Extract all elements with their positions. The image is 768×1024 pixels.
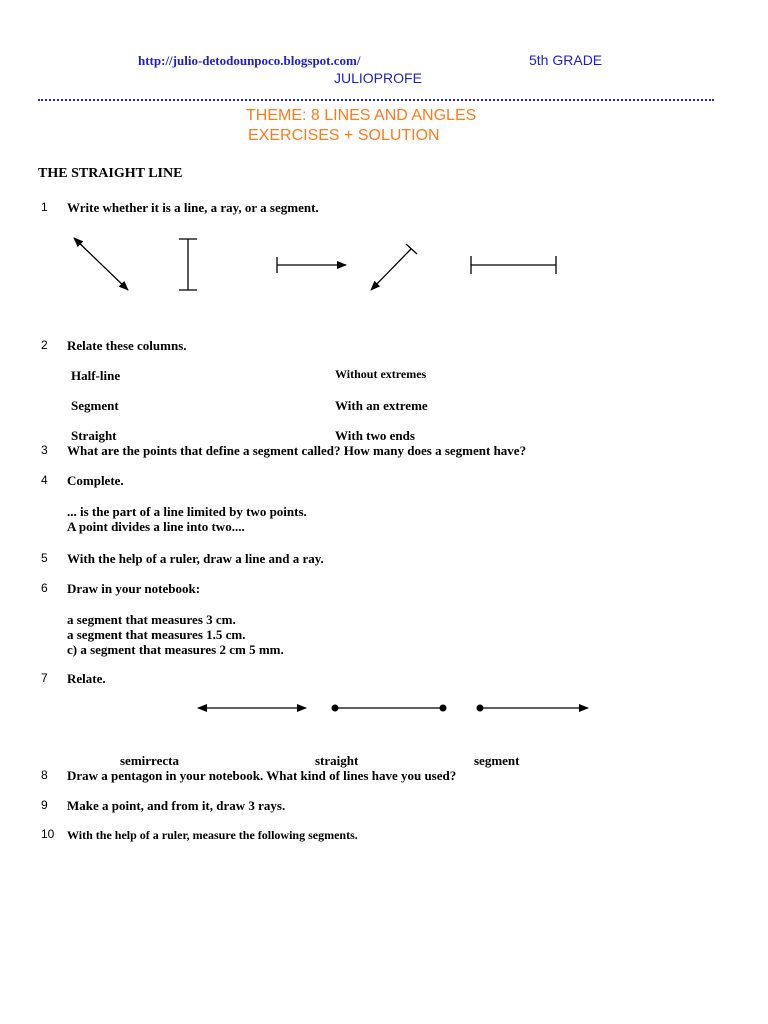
column-right-item: Without extremes	[335, 367, 427, 381]
question-number: 1	[41, 200, 48, 214]
question-number: 9	[41, 798, 48, 812]
question-number: 3	[41, 443, 48, 457]
question-number: 10	[41, 827, 55, 841]
relate-label: straight	[315, 753, 359, 768]
question-text: Relate these columns.	[67, 338, 187, 353]
sentence: A point divides a line into two....	[67, 519, 245, 534]
question-number: 4	[41, 473, 48, 487]
section-title: THE STRAIGHT LINE	[38, 166, 183, 181]
question-number: 7	[41, 671, 48, 685]
theme-line-1: THEME: 8 LINES AND ANGLES	[246, 107, 477, 124]
figure-line-diagonal	[74, 238, 128, 290]
author-label: JULIOPROFE	[334, 70, 422, 86]
blog-url-link[interactable]: http://julio-detodounpoco.blogspot.com/	[138, 53, 361, 68]
question-text: Write whether it is a line, a ray, or a segment.	[67, 200, 319, 215]
figure-segment-vertical	[179, 239, 197, 290]
column-right-item: With two ends	[335, 428, 415, 443]
column-right-item: With an extreme	[335, 398, 428, 413]
segment-item: a segment that measures 1.5 cm.	[67, 627, 246, 642]
question-number: 2	[41, 338, 48, 352]
question-text: What are the points that define a segment called? How many does a segment have?	[67, 443, 527, 458]
question-number: 5	[41, 551, 48, 565]
question-text: With the help of a ruler, measure the following segments.	[67, 828, 358, 842]
question-text: Relate.	[67, 671, 106, 686]
sentence: ... is the part of a line limited by two points.	[67, 504, 307, 519]
column-left-item: Half-line	[71, 368, 121, 383]
segment-item: c) a segment that measures 2 cm 5 mm.	[67, 642, 284, 657]
figure-ray-diagonal	[371, 244, 417, 290]
theme-line-2: EXERCISES + SOLUTION	[248, 127, 440, 144]
relate-label: segment	[474, 753, 520, 768]
question-text: Draw a pentagon in your notebook. What kind of lines have you used?	[67, 768, 457, 783]
question-text: Complete.	[67, 473, 124, 488]
relate-label: semirrecta	[120, 753, 179, 768]
relate-figure-ray	[477, 705, 589, 712]
question-number: 8	[41, 768, 48, 782]
column-left-item: Straight	[71, 428, 117, 443]
column-left-item: Segment	[71, 398, 119, 413]
question-text: Make a point, and from it, draw 3 rays.	[67, 798, 286, 813]
segment-item: a segment that measures 3 cm.	[67, 612, 236, 627]
grade-label: 5th GRADE	[529, 52, 603, 68]
question-text: Draw in your notebook:	[67, 581, 201, 596]
figure-ray-horizontal	[277, 257, 346, 273]
relate-figure-segment	[332, 705, 447, 712]
question-text: With the help of a ruler, draw a line and a ray.	[67, 551, 324, 566]
question-number: 6	[41, 581, 48, 595]
figure-segment-horizontal	[471, 256, 556, 274]
